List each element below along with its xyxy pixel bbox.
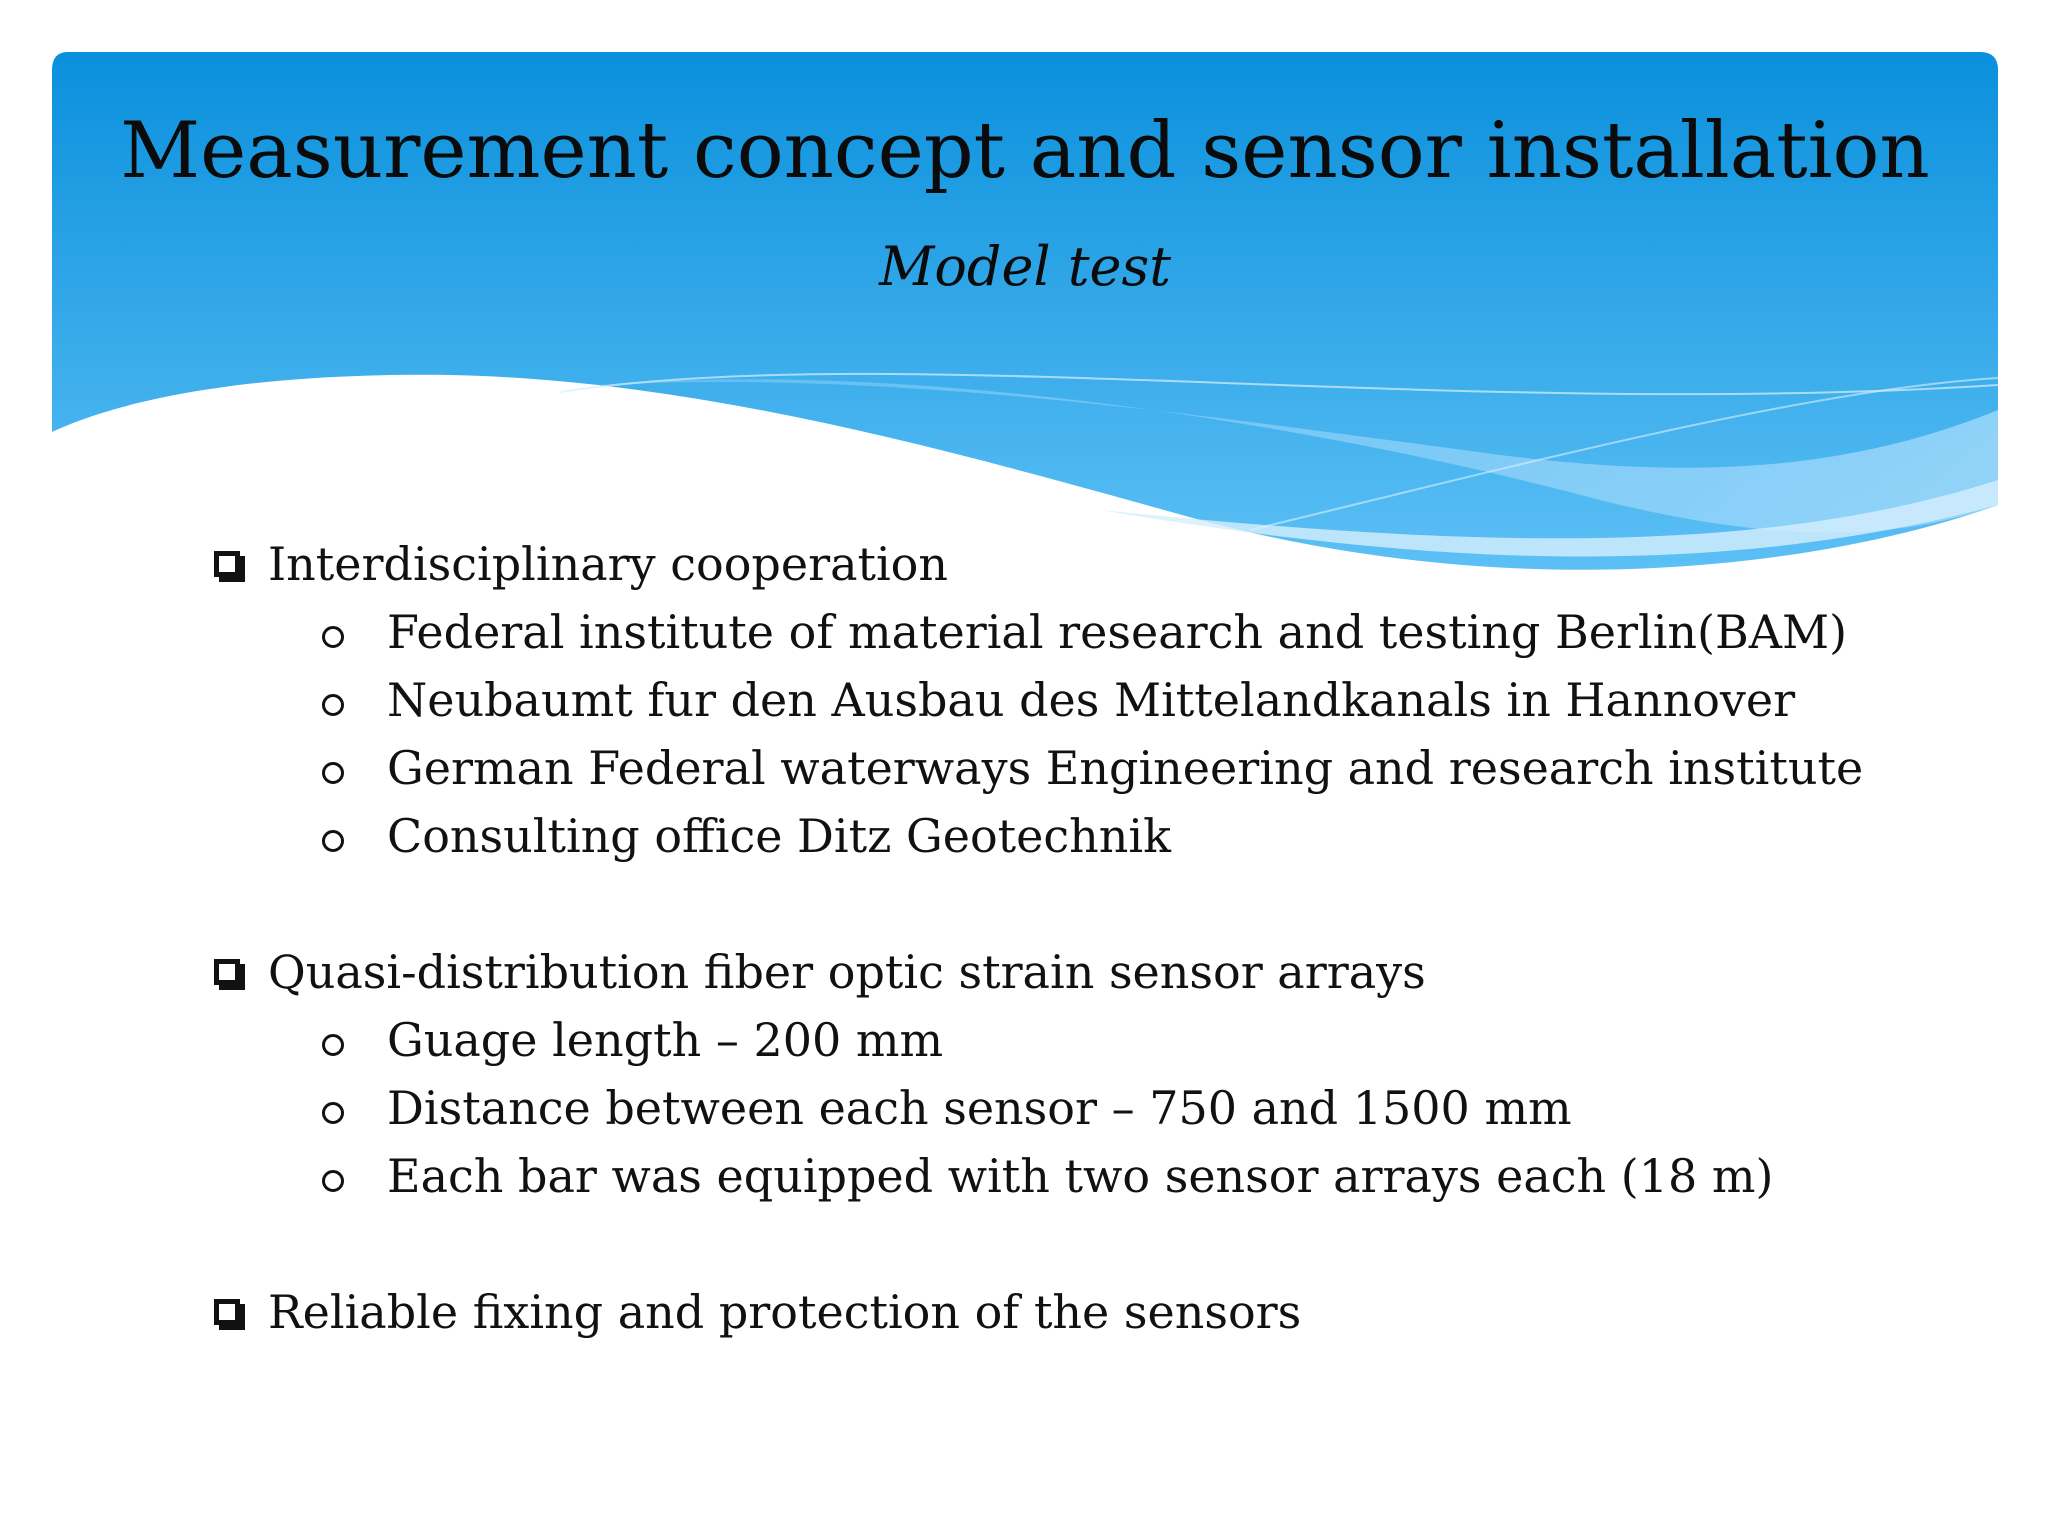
slide-subtitle: Model test <box>879 235 1171 298</box>
section-fixing <box>210 1278 1910 1346</box>
list-item-text: Each bar was equipped with two sensor arrays each (18 m) <box>387 1149 1774 1203</box>
list-item <box>210 666 1910 734</box>
circle-bullet-icon <box>322 694 344 716</box>
checkbox-bullet-icon <box>214 959 240 985</box>
sub-list <box>210 1006 1910 1210</box>
list-item-text: Guage length – 200 mm <box>387 1013 944 1067</box>
list-item <box>210 598 1910 666</box>
list-item-text: Neubaumt fur den Ausbau des Mittelandkanals in Hannover <box>387 673 1796 727</box>
circle-bullet-icon <box>322 830 344 852</box>
section-cooperation <box>210 530 1910 870</box>
list-item <box>210 734 1910 802</box>
list-item <box>210 1142 1910 1210</box>
section-heading-text: Interdisciplinary cooperation <box>268 537 949 591</box>
slide-body <box>210 530 1910 1414</box>
sub-list <box>210 598 1910 870</box>
list-item-text: Distance between each sensor – 750 and 1500 mm <box>387 1081 1572 1135</box>
section-heading <box>210 530 1910 598</box>
checkbox-bullet-icon <box>214 551 240 577</box>
list-item <box>210 1074 1910 1142</box>
circle-bullet-icon <box>322 762 344 784</box>
circle-bullet-icon <box>322 626 344 648</box>
section-sensor-arrays <box>210 938 1910 1210</box>
list-item <box>210 1006 1910 1074</box>
list-item-text: German Federal waterways Engineering and research institute <box>387 741 1864 795</box>
section-heading <box>210 1278 1910 1346</box>
section-heading-text: Quasi-distribution fiber optic strain sensor arrays <box>268 945 1426 999</box>
section-heading <box>210 938 1910 1006</box>
slide-title: Measurement concept and sensor installation <box>120 106 1930 196</box>
circle-bullet-icon <box>322 1102 344 1124</box>
checkbox-bullet-icon <box>214 1299 240 1325</box>
list-item-text: Federal institute of material research and testing Berlin(BAM) <box>387 605 1848 659</box>
circle-bullet-icon <box>322 1170 344 1192</box>
section-heading-text: Reliable fixing and protection of the sensors <box>268 1285 1302 1339</box>
list-item <box>210 802 1910 870</box>
circle-bullet-icon <box>322 1034 344 1056</box>
list-item-text: Consulting office Ditz Geotechnik <box>387 809 1171 863</box>
